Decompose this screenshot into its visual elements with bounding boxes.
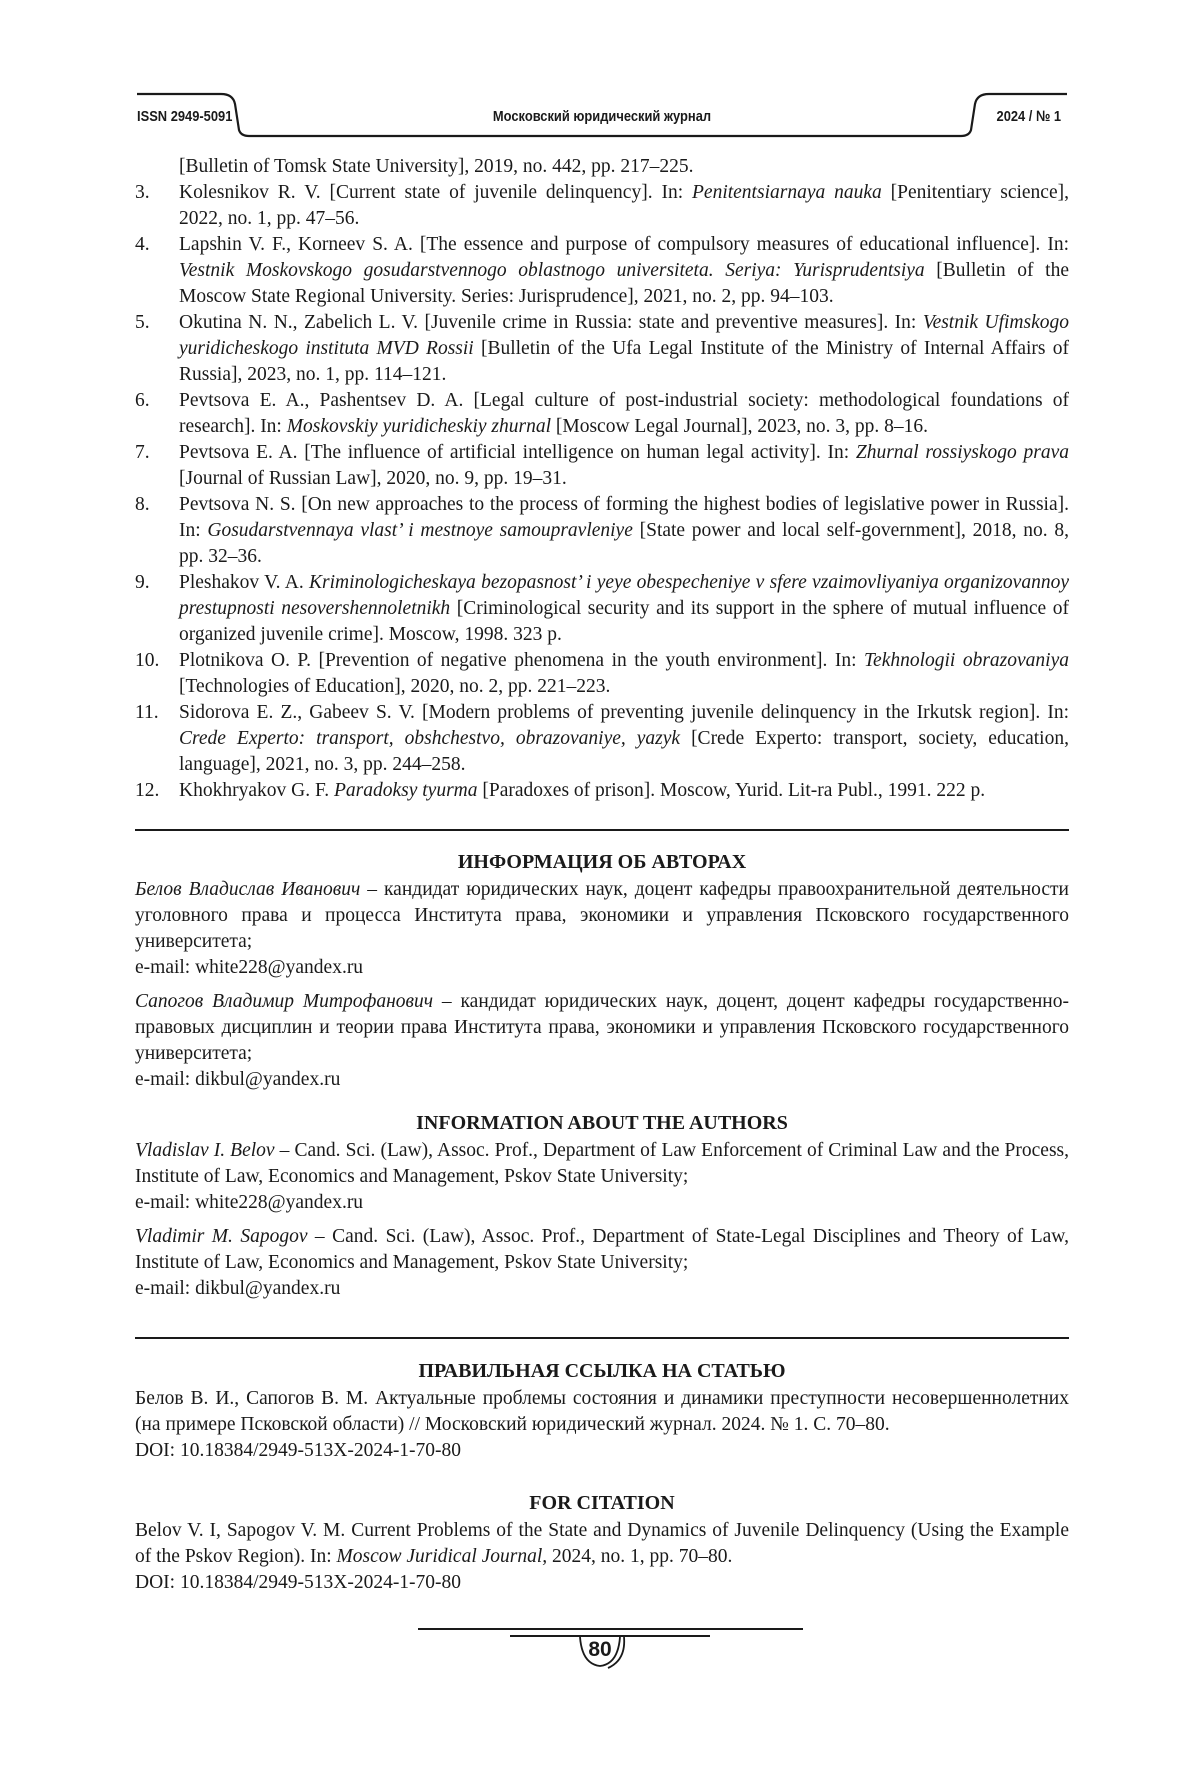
section-title: FOR CITATION: [529, 1492, 675, 1514]
citation-text: Белов В. И., Сапогов В. М. Актуальные проблемы состояния и динамики преступности несовершеннолетних (на примере Псковской области) // Московский юридический журнал. 2024. № 1. С. 70–80.: [135, 1388, 1069, 1435]
reference-number: 10.: [135, 650, 160, 671]
reference-text: Pevtsova E. A. [The influence of artificial intelligence on human legal activity]. In: Zhurnal rossiyskogo prava [Journal of Russian Law], 2020, no. 9, pp. 19–31.: [179, 442, 1069, 489]
reference-item: [135, 570, 1069, 648]
section-divider: [135, 1337, 1069, 1339]
reference-item: [135, 648, 1069, 700]
reference-item: [135, 700, 1069, 778]
reference-text: Pleshakov V. A. Kriminologicheskaya bezopasnost’ i yeye obespecheniye v sfere vzaimovliyaniya organizovannoy prestupnosti nesovershennoletnikh [Criminological security and its support in the sphere of mutual influence of organized juvenile crime]. Moscow, 1998. 323 p.: [179, 572, 1069, 645]
reference-text: Plotnikova O. P. [Prevention of negative phenomena in the youth environment]. In: Tekhnologii obrazovaniya [Technologies of Education], 2020, no. 2, pp. 221–223.: [179, 650, 1069, 697]
reference-number: 8.: [135, 494, 150, 515]
reference-item: [135, 180, 1069, 232]
citation-en: [135, 1490, 1069, 1596]
author-name: Vladimir M. Sapogov: [135, 1226, 308, 1247]
author-entry: [135, 989, 1069, 1093]
author-email: e-mail: white228@yandex.ru: [135, 1192, 364, 1213]
author-affiliation: – кандидат юридических наук, доцент кафедры правоохранительной деятельности уголовного права и процесса Института права, экономики и управления Псковского государственного университета;: [135, 879, 1069, 952]
author-email: e-mail: dikbul@yandex.ru: [135, 1069, 341, 1090]
citation-ru: [135, 1358, 1069, 1464]
page-number: 80: [588, 1638, 612, 1661]
header-issue: 2024 / № 1: [996, 108, 1061, 125]
reference-item: [135, 492, 1069, 570]
running-header: [135, 90, 1069, 138]
reference-text: Pevtsova N. S. [On new approaches to the process of forming the highest bodies of legislative power in Russia]. In: Gosudarstvennaya vlast’ i mestnoye samoupravleniye [State power and local self-government], 2018, no. 8, pp. 32–36.: [179, 494, 1069, 567]
page-footer: [0, 1610, 1200, 1690]
header-issn: ISSN 2949-5091: [137, 108, 233, 125]
reference-continuation: [Bulletin of Tomsk State University], 2019, no. 442, pp. 217–225.: [179, 156, 694, 177]
author-entry: [135, 1224, 1069, 1302]
citation-doi: DOI: 10.18384/2949-513X-2024-1-70-80: [135, 1440, 462, 1461]
citation-text: Belov V. I, Sapogov V. M. Current Problems of the State and Dynamics of Juvenile Delinquency (Using the Example of the Pskov Region). In: Moscow Juridical Journal, 2024, no. 1, pp. 70–80.: [135, 1520, 1069, 1567]
reference-item: [135, 440, 1069, 492]
reference-number: 6.: [135, 390, 150, 411]
reference-number: 12.: [135, 780, 160, 801]
section-divider: [135, 829, 1069, 831]
reference-text: Okutina N. N., Zabelich L. V. [Juvenile crime in Russia: state and preventive measures]. In: Vestnik Ufimskogo yuridicheskogo instituta MVD Rossii [Bulletin of the Ufa Legal Institute of the Ministry of Internal Affairs of Russia], 2023, no. 1, pp. 114–121.: [179, 312, 1069, 385]
reference-number: 9.: [135, 572, 150, 593]
reference-number: 7.: [135, 442, 150, 463]
reference-text: Sidorova E. Z., Gabeev S. V. [Modern problems of preventing juvenile delinquency in the Irkutsk region]. In: Crede Experto: transport, obshchestvo, obrazovaniye, yazyk [Crede Experto: transport, society, education, language], 2021, no. 3, pp. 244–258.: [179, 702, 1069, 775]
reference-number: 4.: [135, 234, 150, 255]
header-journal-title: Московский юридический журнал: [492, 108, 712, 125]
section-title: ИНФОРМАЦИЯ ОБ АВТОРАХ: [457, 851, 747, 873]
section-title: INFORMATION ABOUT THE AUTHORS: [416, 1112, 788, 1134]
author-name: Vladislav I. Belov: [135, 1140, 275, 1161]
section-title: ПРАВИЛЬНАЯ ССЫЛКА НА СТАТЬЮ: [418, 1360, 786, 1382]
author-affiliation: – кандидат юридических наук, доцент, доцент кафедры государственно-правовых дисциплин и теории права Института права, экономики и управления Псковского государственного университета;: [135, 991, 1069, 1064]
author-entry: [135, 877, 1069, 981]
reference-text: Khokhryakov G. F. Paradoksy tyurma [Paradoxes of prison]. Moscow, Yurid. Lit-ra Publ., 1991. 222 p.: [179, 780, 986, 801]
authors-info-ru: [135, 849, 1069, 1093]
citation-doi: DOI: 10.18384/2949-513X-2024-1-70-80: [135, 1572, 462, 1593]
reference-number: 3.: [135, 182, 150, 203]
author-name: Сапогов Владимир Митрофанович: [135, 991, 434, 1012]
author-email: e-mail: white228@yandex.ru: [135, 957, 364, 978]
reference-item: [135, 310, 1069, 388]
reference-item: [135, 232, 1069, 310]
author-affiliation: – Cand. Sci. (Law), Assoc. Prof., Department of State-Legal Disciplines and Theory of Law, Institute of Law, Economics and Management, Pskov State University;: [135, 1226, 1069, 1273]
reference-text: Lapshin V. F., Korneev S. A. [The essence and purpose of compulsory measures of educational influence]. In: Vestnik Moskovskogo gosudarstvennogo oblastnogo universiteta. Seriya: Yurisprudentsiya [Bulletin of the Moscow State Regional University. Series: Jurisprudence], 2021, no. 2, pp. 94–103.: [179, 234, 1069, 307]
reference-item: [135, 388, 1069, 440]
reference-item: [135, 778, 1069, 804]
reference-text: Pevtsova E. A., Pashentsev D. A. [Legal culture of post-industrial society: methodological foundations of research]. In: Moskovskiy yuridicheskiy zhurnal [Moscow Legal Journal], 2023, no. 3, pp. 8–16.: [179, 390, 1069, 437]
author-entry: [135, 1138, 1069, 1216]
author-affiliation: – Cand. Sci. (Law), Assoc. Prof., Department of Law Enforcement of Criminal Law and the Process, Institute of Law, Economics and Management, Pskov State University;: [135, 1140, 1069, 1187]
author-name: Белов Владислав Иванович: [135, 879, 361, 900]
reference-number: 11.: [135, 702, 159, 723]
authors-info-en: [135, 1110, 1069, 1302]
author-email: e-mail: dikbul@yandex.ru: [135, 1278, 341, 1299]
reference-number: 5.: [135, 312, 150, 333]
reference-text: Kolesnikov R. V. [Current state of juvenile delinquency]. In: Penitentsiarnaya nauka [Penitentiary science], 2022, no. 1, pp. 47–56.: [179, 182, 1069, 229]
reference-list: [135, 154, 1069, 804]
